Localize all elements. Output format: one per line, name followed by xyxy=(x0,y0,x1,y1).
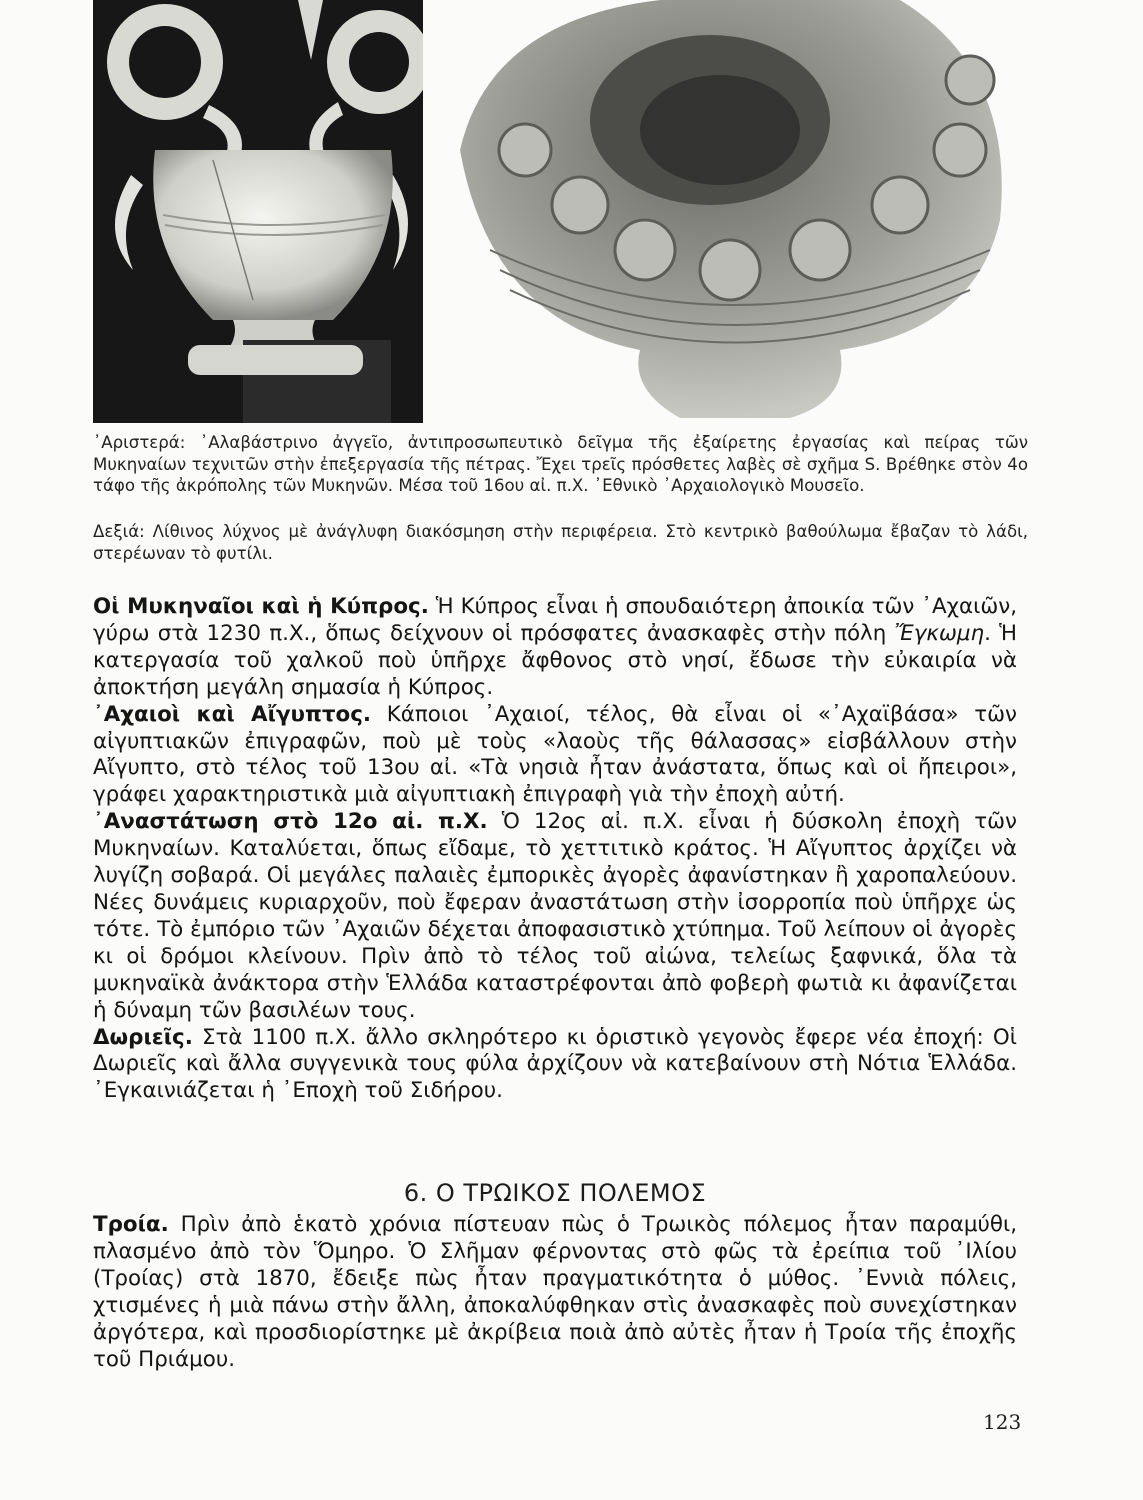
text-troy: Πρὶν ἀπὸ ἑκατὸ χρόνια πίστευαν πὼς ὁ Τρωικὸς πόλεμος ἦταν παραμύθι, πλασμένο ἀπὸ τὸν Ὅμηρο. Ὁ Σλῆμαν φέρνοντας στὸ φῶς τὰ ἐρείπια τοῦ ᾿Ιλίου (Τροίας) στὰ 1870, ἔδειξε πὼς ἦταν πραγματικότητα ὁ μύθος. ᾿Εννιὰ πόλεις, χτισμένες ἡ μιὰ πάνω στὴν ἄλλη, ἀποκαλύφθηκαν στὶς ἀνασκαφὲς ποὺ συνεχίστηκαν ἀργότερα, καὶ προσδιορίστηκε μὲ ἀκρίβεια ποιὰ ἀπὸ αὐτὲς ἦταν ἡ Τροία τῆς ἐποχῆς τοῦ Πριάμου. xyxy=(93,1212,1017,1372)
paragraph-egypt xyxy=(93,702,1017,810)
caption-left-text: ᾿Αριστερά: ᾿Αλαβάστρινο ἀγγεῖο, ἀντιπροσωπευτικὸ δεῖγμα τῆς ἐξαίρετης ἐργασίας καὶ πείρας τῶν Μυκηναίων τεχνιτῶν στὴν ἐπεξεργασία τῆς πέτρας. Ἔχει τρεῖς πρόσθετες λαβὲς σὲ σχῆμα S. Βρέθηκε στὸν 4ο τάφο τῆς ἀκρόπολης τῶν Μυκηνῶν. Μέσα τοῦ 16ου αἰ. π.Χ. ᾿Εθνικὸ ᾿Αρχαιολογικὸ Μουσεῖο. xyxy=(93,433,1028,495)
text-unrest: Ὁ 12ος αἰ. π.Χ. εἶναι ἡ δύσκολη ἐποχὴ τῶν Μυκηναίων. Καταλύεται, ὅπως εἴδαμε, τὸ χεττιτικὸ κράτος. Ἡ Αἴγυπτος ἀρχίζει νὰ λυγίζη σοβαρά. Οἱ μεγάλες παλαιὲς ἐμπορικὲς ἀγορὲς ἀφανίστηκαν ἢ χαροπαλεύουν. Νέες δυνάμεις κυριαρχοῦν, ποὺ ἔφεραν ἀναστάτωση στὴν ἰσορροπία ποὺ ὑπῆρχε ὡς τότε. Τὸ ἐμπόριο τῶν ᾿Αχαιῶν δέχεται ἀποφασιστικὸ χτύπημα. Τοῦ λείπουν οἱ ἀγορὲς κι οἱ δρόμοι κλείνουν. Πρὶν ἀπὸ τὸ τέλος τοῦ αἰώνα, τελείως ξαφνικά, ὅλα τὰ μυκηναϊκὰ ἀνάκτορα στὴν Ἑλλάδα καταστρέφονται ἀπὸ φοβερὴ φωτιὰ κι ἀφανίζεται ἡ δύναμη τῶν βασιλέων τους. xyxy=(93,809,1017,1023)
text-cyprus-2: . Ἡ κατεργασία τοῦ χαλκοῦ ποὺ ὑπῆρχε ἄφθονος στὸ νησί, ἔδωσε τὴν εὐκαιρία νὰ ἀποκτήση μεγάλη σημασία ἡ Κύπρος. xyxy=(93,620,1017,700)
paragraph-troy xyxy=(93,1212,1017,1373)
heading-troy: Τροία. xyxy=(93,1212,169,1237)
heading-unrest: ᾿Αναστάτωση στὸ 12ο αἰ. π.Χ. xyxy=(93,809,488,835)
main-text xyxy=(93,594,1017,1105)
chapter-title: 6. Ο ΤΡΩΙΚΟΣ ΠΟΛΕΜΟΣ xyxy=(403,1179,707,1207)
caption-right-text: Δεξιά: Λίθινος λύχνος μὲ ἀνάγλυφη διακόσμηση στὴν περιφέρεια. Στὸ κεντρικὸ βαθούλωμα ἔβαζαν τὸ λάδι, στερέωναν τὸ φυτίλι. xyxy=(93,522,1028,563)
stone-lamp-photo xyxy=(430,0,1030,420)
paragraph-unrest xyxy=(93,809,1017,1024)
troy-section xyxy=(93,1212,1017,1373)
caption-right xyxy=(93,521,1028,564)
heading-cyprus: Οἱ Μυκηναῖοι καὶ ἡ Κύπρος. xyxy=(93,594,429,619)
paragraph-cyprus xyxy=(93,594,1017,702)
paragraph-dorians xyxy=(93,1025,1017,1106)
alabaster-vase-photo xyxy=(93,0,423,423)
heading-egypt: ᾿Αχαιοὶ καὶ Αἴγυπτος. xyxy=(93,701,372,727)
page-number: 123 xyxy=(983,1410,1022,1434)
text-egypt: Κάποιοι ᾿Αχαιοί, τέλος, θὰ εἶναι οἱ «᾿Αχαϊβάσα» τῶν αἰγυπτιακῶν ἐπιγραφῶν, ποὺ μὲ τοὺς «λαοὺς τῆς θάλασσας» εἰσβάλλουν στὴν Αἴγυπτο, στὸ τέλος τοῦ 13ου αἰ. «Τὰ νησιὰ ἦταν ἀνάστατα, ὅπως καὶ οἱ ἤπειροι», γράφει χαρακτηριστικὰ μιὰ αἰγυπτιακὴ ἐπιγραφὴ γιὰ τὴν ἐποχὴ αὐτή. xyxy=(93,701,1017,808)
text-dorians: Στὰ 1100 π.Χ. ἄλλο σκληρότερο κι ὁριστικὸ γεγονὸς ἔφερε νέα ἐποχή: Οἱ Δωριεῖς καὶ ἄλλα συγγενικὰ τους φύλα ἀρχίζουν νὰ κατεβαίνουν στὴ Νότια Ἑλλάδα. ᾿Εγκαινιάζεται ἡ ᾿Εποχὴ τοῦ Σιδήρου. xyxy=(93,1024,1017,1104)
heading-dorians: Δωριεῖς. xyxy=(93,1024,193,1050)
caption-left xyxy=(93,432,1028,497)
text-cyprus-italic: Ἔγκωμη xyxy=(894,620,985,646)
text-cyprus-1: Ἡ Κύπρος εἶναι ἡ σπουδαιότερη ἀποικία τῶν ᾿Αχαιῶν, γύρω στὰ 1230 π.Χ., ὅπως δείχνουν οἱ πρόσφατες ἀνασκαφὲς στὴν πόλη xyxy=(93,594,1017,646)
